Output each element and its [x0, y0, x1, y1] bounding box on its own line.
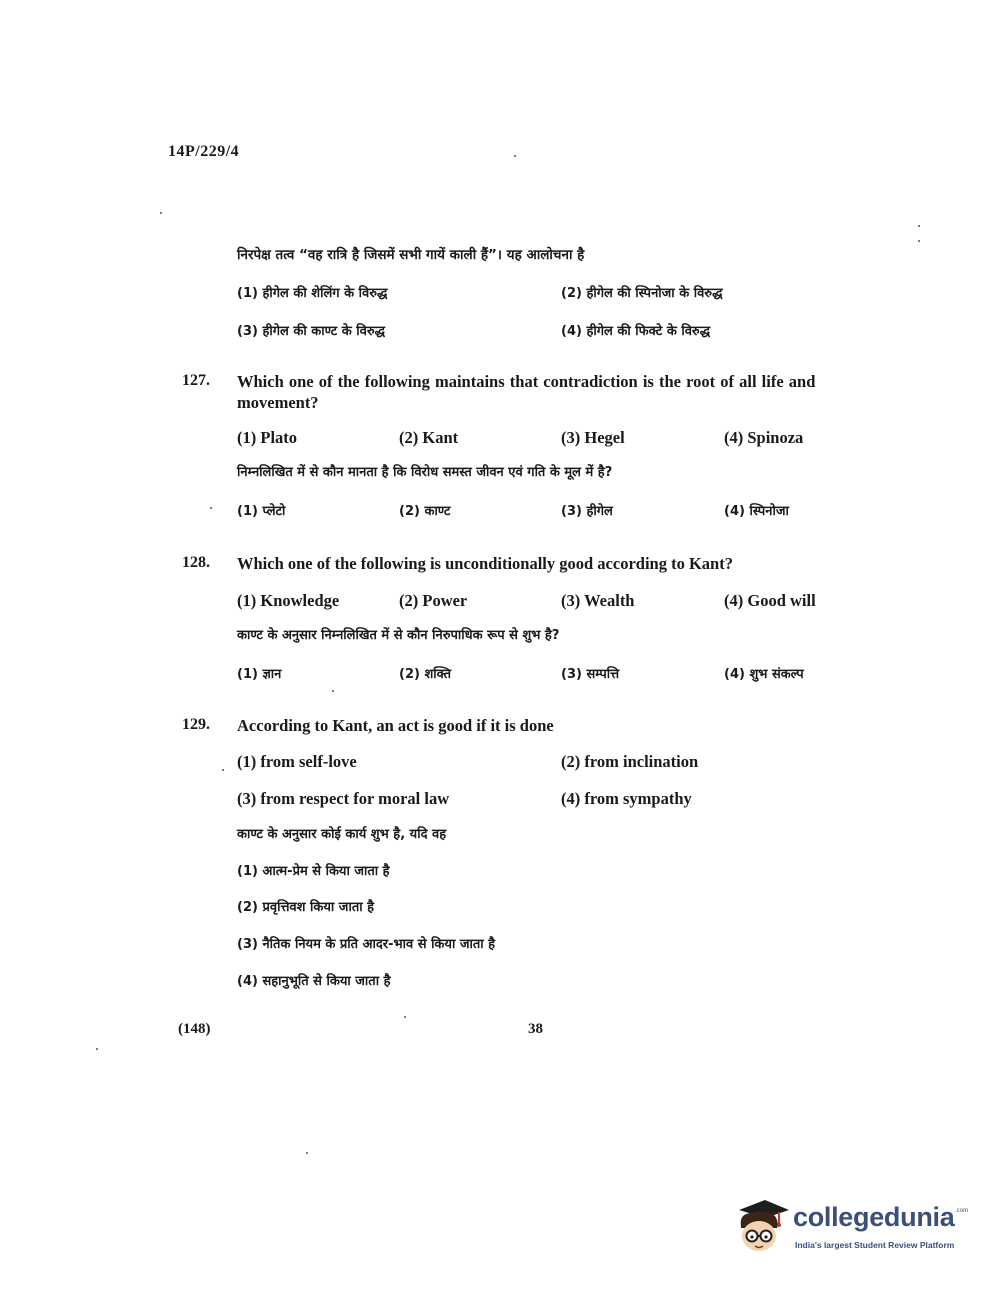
q127-hindi-option-1: (1) प्लेटो — [237, 504, 286, 519]
logo-wordmark: collegedunia — [793, 1202, 955, 1232]
q126-hindi-option-3: (3) हीगेल की काण्ट के विरुद्ध — [237, 324, 385, 339]
q127-option-2: (2) Kant — [399, 428, 459, 447]
q128-option-4: (4) Good will — [724, 591, 816, 610]
q126-hindi-stem: निरपेक्ष तत्व “वह रात्रि है जिसमें सभी गायें काली हैं”। यह आलोचना है — [237, 247, 585, 263]
paper-code: 14P/229/4 — [168, 143, 240, 160]
logo-tagline: India's largest Student Review Platform — [795, 1240, 955, 1250]
page-number: 38 — [528, 1021, 543, 1037]
scan-speck — [404, 1016, 406, 1018]
scan-speck — [160, 212, 162, 214]
scan-speck — [332, 690, 334, 692]
q129-hindi-stem: काण्ट के अनुसार कोई कार्य शुभ है, यदि वह — [237, 827, 447, 842]
q129-stem: According to Kant, an act is good if it is done — [237, 716, 554, 735]
q128-hindi-stem: काण्ट के अनुसार निम्नलिखित में से कौन निरुपाधिक रूप से शुभ है? — [237, 628, 560, 643]
q128-hindi-option-3: (3) सम्पत्ति — [561, 667, 620, 682]
scan-speck — [96, 1048, 98, 1050]
q128-option-2: (2) Power — [399, 591, 468, 610]
q127-hindi-option-2: (2) काण्ट — [399, 504, 451, 519]
q126-hindi-option-2: (2) हीगेल की स्पिनोजा के विरुद्ध — [561, 286, 723, 301]
q127-number: 127. — [182, 372, 210, 389]
q129-option-1: (1) from self-love — [237, 752, 357, 771]
scan-speck — [514, 155, 516, 157]
collegedunia-logo — [733, 1196, 969, 1260]
q128-option-1: (1) Knowledge — [237, 591, 340, 610]
q129-hindi-option-2: (2) प्रवृत्तिवश किया जाता है — [237, 900, 375, 915]
q128-hindi-option-1: (1) ज्ञान — [237, 667, 282, 682]
mascot-icon — [733, 1196, 791, 1260]
q126-hindi-option-4: (4) हीगेल की फिक्टे के विरुद्ध — [561, 324, 711, 339]
q127-stem-line1: Which one of the following maintains that contradiction is the root of all life and — [237, 372, 816, 391]
logo-domain: .com — [955, 1208, 969, 1214]
q127-hindi-stem: निम्नलिखित में से कौन मानता है कि विरोध समस्त जीवन एवं गति के मूल में है? — [237, 465, 613, 480]
q129-hindi-option-3: (3) नैतिक नियम के प्रति आदर-भाव से किया जाता है — [237, 937, 496, 952]
scan-speck — [918, 225, 920, 227]
q127-option-3: (3) Hegel — [561, 428, 625, 447]
scan-speck — [306, 1152, 308, 1154]
q126-hindi-option-1: (1) हीगेल की शेलिंग के विरुद्ध — [237, 286, 388, 301]
q128-hindi-option-4: (4) शुभ संकल्प — [724, 667, 804, 682]
scan-speck — [222, 769, 224, 771]
question-set-number: (148) — [178, 1021, 211, 1037]
q128-stem: Which one of the following is unconditionally good according to Kant? — [237, 554, 733, 573]
q129-option-2: (2) from inclination — [561, 752, 699, 771]
q127-hindi-option-3: (3) हीगेल — [561, 504, 613, 519]
q127-option-4: (4) Spinoza — [724, 428, 804, 447]
q127-option-1: (1) Plato — [237, 428, 298, 447]
q127-hindi-option-4: (4) स्पिनोजा — [724, 504, 789, 519]
q129-number: 129. — [182, 716, 210, 733]
q128-option-3: (3) Wealth — [561, 591, 635, 610]
q129-option-3: (3) from respect for moral law — [237, 789, 450, 808]
scan-speck — [918, 240, 920, 242]
scan-speck — [210, 507, 212, 509]
q129-option-4: (4) from sympathy — [561, 789, 692, 808]
q129-hindi-option-4: (4) सहानुभूति से किया जाता है — [237, 974, 391, 989]
q128-hindi-option-2: (2) शक्ति — [399, 667, 452, 682]
q129-hindi-option-1: (1) आत्म-प्रेम से किया जाता है — [237, 864, 390, 879]
q128-number: 128. — [182, 554, 210, 571]
q127-stem-line2: movement? — [237, 393, 319, 412]
